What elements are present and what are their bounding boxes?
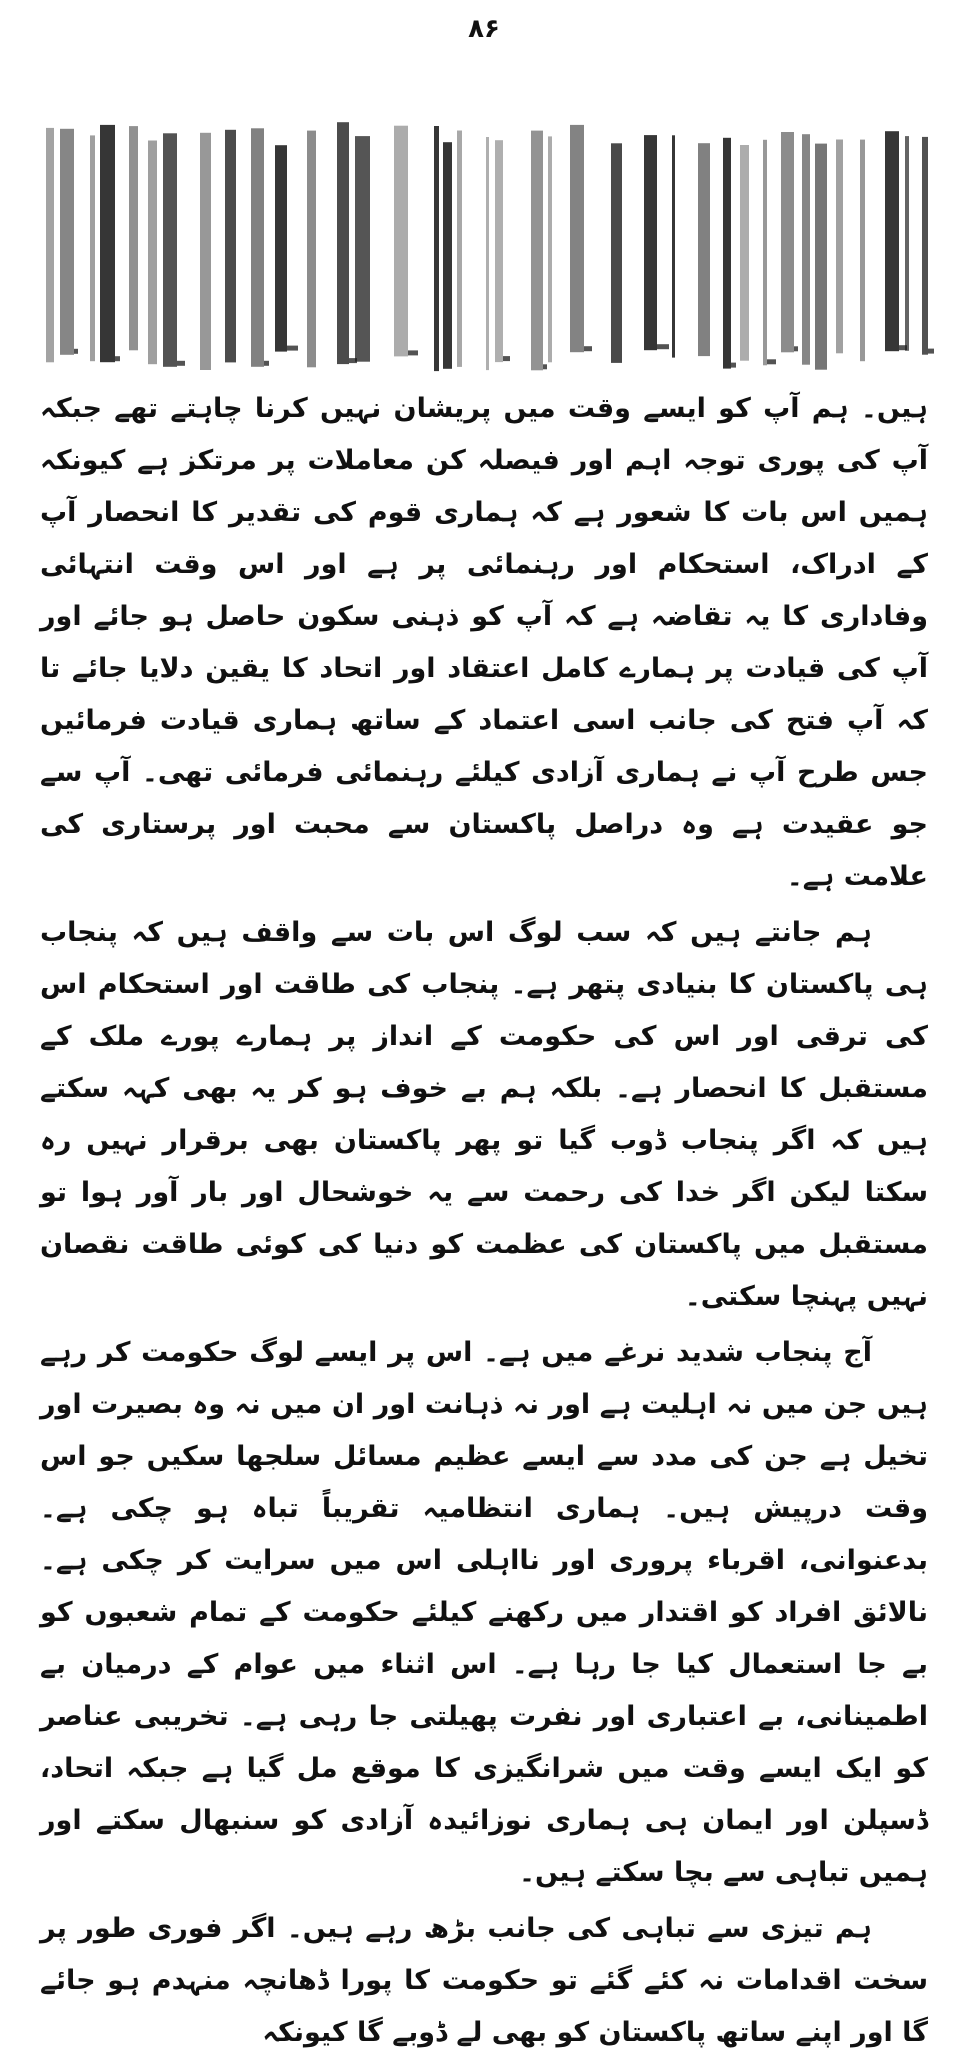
paragraph-3: آج پنجاب شدید نرغے میں ہے۔ اس پر ایسے لوگ حکومت کر رہے ہیں جن میں نہ اہلیت ہے اور نہ ذہانت اور ان میں نہ وہ بصیرت اور تخیل ہے جن کی مدد سے ایسے عظیم مسائل سلجھا سکیں جو اس وقت درپیش ہیں۔ ہماری انتظامیہ تقریباً تباہ ہو چکی ہے۔ بدعنوانی، اقرباء پروری اور نااہلی اس میں سرایت کر چکی ہے۔ نالائق افراد کو اقتدار میں رکھنے کیلئے حکومت کے تمام شعبوں کو بے جا استعمال کیا جا رہا ہے۔ اس اثناء میں عوام کے درمیان بے اطمینانی، بے اعتباری اور نفرت پھیلتی جا رہی ہے۔ تخریبی عناصر کو ایک ایسے وقت میں شرانگیزی کا موقع مل گیا ہے جبکہ اتحاد، ڈسپلن اور ایمان ہی ہماری نوزائیدہ آزادی کو سنبھال سکتے اور ہمیں تباہی سے بچا سکتے ہیں۔ (40, 1337, 928, 1888)
smear-streak (251, 128, 264, 366)
smear-streak (802, 134, 810, 365)
page-number: ۸۶ (468, 14, 500, 44)
smear-foot (657, 344, 669, 349)
smear-streak (922, 137, 928, 355)
smear-streak (570, 125, 584, 352)
smear-streak (60, 129, 74, 355)
smear-streak (46, 128, 54, 362)
smear-streak (200, 133, 211, 370)
smear-streak (129, 126, 138, 350)
smear-streak (434, 126, 439, 371)
paragraph-4: ہم تیزی سے تباہی کی جانب بڑھ رہے ہیں۔ اگر فوری طور پر سخت اقدامات نہ کئے گئے تو حکومت کا پورا ڈھانچہ منہدم ہو جائے گا اور اپنے ساتھ پاکستان کو بھی لے ڈوبے گا کیونکہ (40, 1913, 928, 2048)
smear-streak (885, 131, 899, 351)
paragraph-1: ہیں۔ ہم آپ کو ایسے وقت میں پریشان نہیں کرنا چاہتے تھے جبکہ آپ کی پوری توجہ اہم اور فیصلہ کن معاملات پر مرتکز ہے کیونکہ ہمیں اس بات کا شعور ہے کہ ہماری قوم کی تقدیر کا انحصار آپ کے ادراک، استحکام اور رہنمائی پر ہے اور اس وقت انتہائی وفاداری کا یہ تقاضہ ہے کہ آپ کو ذہنی سکون حاصل ہو جائے اور آپ کی قیادت پر ہمارے کامل اعتقاد اور اتحاد کا یقین دلایا جائے تا کہ آپ فتح کی جانب اسی اعتماد کے ساتھ ہماری قیادت فرمائیں جس طرح آپ نے ہماری آزادی کیلئے رہنمائی فرمائی تھی۔ آپ سے جو عقیدت ہے وہ دراصل پاکستان سے محبت اور پرستاری کی علامت ہے۔ (40, 393, 928, 892)
smear-foot (74, 349, 78, 354)
smear-foot (584, 346, 592, 351)
smear-streak (443, 142, 452, 369)
smear-streak (723, 138, 731, 369)
smear-streak (672, 135, 675, 357)
smear-streak (90, 135, 95, 361)
smear-streak (163, 133, 177, 366)
smear-streak (275, 145, 287, 351)
smear-streak (486, 137, 489, 370)
smear-streak (548, 136, 552, 362)
smear-streak (100, 125, 115, 362)
smear-streak (307, 131, 316, 368)
smear-foot (115, 356, 120, 361)
smear-streak (740, 145, 749, 361)
smear-foot (794, 346, 798, 351)
smear-foot (767, 359, 776, 364)
smear-foot (543, 364, 547, 369)
smear-streak (225, 130, 236, 363)
smear-streak (148, 141, 157, 365)
smear-streak (815, 144, 827, 370)
body-text (40, 383, 928, 2059)
paragraph-2: ہم جانتے ہیں کہ سب لوگ اس بات سے واقف ہیں کہ پنجاب ہی پاکستان کا بنیادی پتھر ہے۔ پنجاب کی طاقت اور استحکام اس کی ترقی اور اس کی حکومت کے انداز پر ہمارے پورے ملک کے مستقبل کا انحصار ہے۔ بلکہ ہم بے خوف ہو کر یہ بھی کہہ سکتے ہیں کہ اگر پنجاب ڈوب گیا تو پھر پاکستان بھی برقرار نہیں رہ سکتا لیکن اگر خدا کی رحمت سے یہ خوشحال اور بار آور ہوا تو مستقبل میں پاکستان کی عظمت کو دنیا کی کوئی طاقت نقصان نہیں پہنچا سکتی۔ (40, 917, 928, 1312)
smear-streak (495, 140, 503, 362)
smear-foot (731, 363, 736, 368)
smear-streak (860, 140, 865, 362)
smear-foot (177, 361, 185, 366)
smear-streak (836, 140, 843, 354)
smear-foot (928, 349, 934, 354)
smear-streak (531, 131, 543, 371)
smear-streak (611, 143, 622, 363)
smear-foot (264, 361, 269, 366)
smear-streak (394, 126, 408, 357)
smear-streak (905, 136, 909, 351)
smear-foot (287, 346, 298, 351)
smear-streak (337, 122, 349, 364)
smear-streak (355, 136, 370, 362)
smear-streak (763, 140, 767, 365)
smeared-text-graphic (44, 122, 934, 372)
smear-foot (503, 356, 510, 361)
smear-streak (698, 143, 710, 356)
smear-foot (408, 350, 418, 355)
smear-streak (644, 135, 657, 350)
smear-streak (781, 132, 794, 352)
smeared-text-region (44, 122, 934, 372)
smear-streak (457, 131, 462, 367)
